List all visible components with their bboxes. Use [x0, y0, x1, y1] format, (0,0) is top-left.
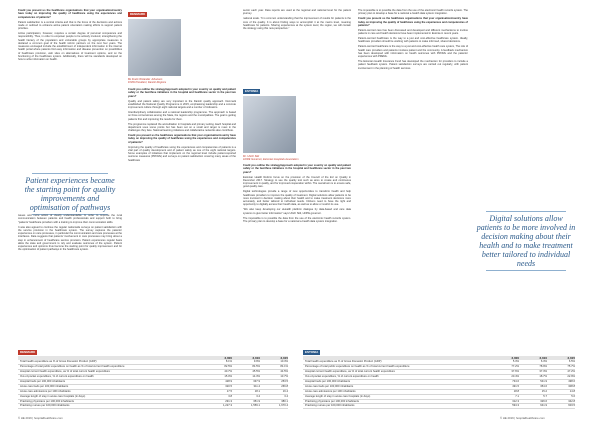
country-tag-denmark: DENMARK	[130, 12, 146, 16]
row-value: 354.6	[540, 384, 547, 388]
row-value: 3.4	[284, 394, 288, 398]
table-body	[303, 360, 575, 409]
row-label: Acute care beds per 100,000 inhabitants	[20, 384, 69, 388]
row-value: 82.5%	[224, 364, 232, 368]
row-value: 6.5%	[568, 360, 575, 363]
person-role: FOPA President, Danish Regions	[128, 81, 167, 85]
row-label: Hospital current health expenditure, as % of total current health expenditure	[305, 369, 395, 373]
row-value: 498.6	[568, 379, 575, 383]
row-label: Out-of-pocket expenditure, % of current expenditure on health	[305, 374, 379, 378]
row-value: 44.5%	[280, 369, 288, 373]
table-row	[18, 404, 288, 409]
question: Could you outline the strategy/approach adopted in your country on quality and patient safety or the two/three initiatives in the hospital and healthcare sector in the past two years?	[128, 88, 236, 98]
row-values	[204, 404, 288, 408]
row-value: 20.4%	[511, 374, 519, 378]
row-value: 641.9	[540, 404, 547, 408]
row-label: Practising nurses per 100,000 inhabitants	[305, 404, 355, 408]
divider	[486, 211, 566, 212]
footer-left: © HE 2019 | hospitalhealthcare.com	[18, 416, 63, 420]
paragraph: national scale. "It is common understanding that the improvement of results for patients is the core of the quality. It is about finding ways to accomplish it at the macro level, meaning healthcare for patients. Sharing experiences at the system level, the region, we will contain the strategy using this new perspective."	[243, 17, 351, 31]
footer-right: © HE 2019 | hospitalhealthcare.com	[500, 416, 545, 420]
row-values	[204, 360, 288, 364]
portrait-photo	[243, 96, 296, 153]
question: Could you outline the strategy/approach adopted in your country on quality and patient safety or the two/three initiatives in the hospital and healthcare sector in the past two years?	[243, 164, 351, 174]
row-value: 77.2%	[511, 364, 519, 368]
person-name: Mr. Ulrich Sild	[243, 155, 260, 158]
paragraph: Patient satisfaction is a central criteria and that is the focus of the decisions and actions made or outlined to enhance active patient orientation making efforts to support patient priorities.	[18, 20, 122, 31]
row-value: 78.9%	[539, 364, 547, 368]
row-value: 22.9%	[567, 374, 575, 378]
row-value: 1,559.1	[251, 404, 260, 408]
row-value: 320.5	[225, 384, 232, 388]
row-value: 491.5	[512, 384, 519, 388]
column-4	[358, 9, 468, 72]
row-value: 18.1	[254, 389, 260, 393]
row-values	[491, 375, 575, 379]
row-value: 1,227.3	[223, 404, 232, 408]
row-value: 594.3	[512, 404, 519, 408]
row-value: 428.9	[225, 379, 232, 383]
paragraph: The impossible is to possible the data from the use of the electronic health records system. The primary plan to develop a base for a national e-health data system integration.	[358, 9, 468, 16]
table-row	[303, 404, 575, 409]
row-value: 351.9	[253, 399, 260, 403]
column-1	[18, 9, 122, 63]
row-value: 75.7%	[567, 364, 575, 368]
paragraph: issues and more action of clearly understandable. In order to improve the rural communication between patients and health professionals and support both to bring "patients' healthcare providers with a training to improve their communication skills.	[18, 214, 122, 224]
row-label: Percentage of total public expenditure on health as % of total current health expenditure	[20, 364, 125, 368]
row-value: 312.3	[512, 399, 519, 403]
portrait-photo	[128, 19, 181, 76]
denmark-stats-table	[18, 350, 288, 409]
row-value: 47.2%	[567, 369, 575, 373]
row-label: Acute care beds per 100,000 inhabitants	[305, 384, 354, 388]
pull-quote	[22, 171, 118, 217]
row-label: Percentage of total public expenditure on health as % of total current health expenditure	[305, 364, 410, 368]
question: Could you present us the healthcare organisations that your organisation/country have today on improving the quality of healthcare using the experiences and competencies of patients?	[128, 134, 236, 144]
person-role: HOPE Governor, Estonian Hospitals Association	[243, 158, 299, 162]
row-values	[204, 365, 288, 369]
row-value: 3.8	[228, 394, 232, 398]
row-values	[491, 360, 575, 364]
row-value: 5.6	[571, 394, 575, 398]
column-2	[128, 88, 236, 164]
paragraph: The Estonian Health Insurance Fund has developed the mechanism for providers to include a patient feedback system. Patient satisfaction surveys are carried out regularly, with patient involvement in the planning of health services.	[358, 60, 468, 70]
row-label: Practising physicians per 100,000 inhabitants	[20, 399, 74, 403]
row-values	[491, 400, 575, 404]
paragraph: "We also keep developing our eHealth platform dialogue by data-based and care data systems to give better information" says Ulrich Sild, HOPE governor.	[243, 208, 351, 215]
row-label: Acute care admissions per 100 inhabitants	[305, 389, 356, 393]
row-values	[204, 380, 288, 384]
paragraph: Interdisciplinary collaboration and a national leadership programme. The approach is based on three cornerstones among the State, the regions and the municipalities. The goal is getting patients first and improving the results for them.	[128, 111, 236, 121]
row-values	[491, 385, 575, 389]
row-values	[491, 370, 575, 374]
table-tag-denmark: DENMARK	[20, 350, 36, 354]
row-values	[491, 365, 575, 369]
table-body	[18, 360, 288, 409]
divider	[486, 270, 566, 271]
row-values	[491, 404, 575, 408]
paragraph: It was also agreed to continue the regular nationwide surveys on patient satisfaction with the service provision in the healthcare system. The survey captures the patients' experiences on care processes, in particular the communication and care processes at the interfaces. Data suggests that patients' involvement in care processes may bring about a step in enhancement of healthcare service provision. Patient experiences regular basis allow the state and government to rely and evaluate outcomes of the system. Patient experiences and opinions thus become the starting point for quality improvement and for the optimisation of patient pathways in the healthcare system.	[18, 225, 122, 252]
row-label: Out-of-pocket expenditure, % of current expenditure on health	[20, 374, 94, 378]
row-value: 7.1	[515, 394, 519, 398]
row-values	[204, 390, 288, 394]
paragraph: sector each year. Data reports are used at the regional and national level for the patient journey.	[243, 9, 351, 16]
pull-quote	[476, 209, 576, 273]
row-value: 311.4	[253, 384, 260, 388]
row-values	[491, 380, 575, 384]
row-value: 342.8	[568, 399, 575, 403]
row-label: Total health expenditure as % of Gross Domestic Product (GDP)	[305, 360, 382, 363]
row-label: Practising nurses per 100,000 inhabitants	[20, 404, 70, 408]
row-value: 8.1%	[225, 360, 232, 363]
photo-caption	[128, 78, 228, 84]
paragraph: Estonian Health Reform focus on the provision of the Council of the EU on Quality in December 2017. Strategy to see the quality tool such as aims to create and continuous improvement in quality, and for improved cooperation within. The overall aim is to ensure safe, good quality care.	[243, 175, 351, 189]
paragraph: Patient-centred healthcare is the way to a just and cost-effective health care system, The role of health care providers and patients involves patient and the community. A feedback mechanism has been developed with information on health outcomes with PROMs and the patients' experiences with PREMs.	[358, 45, 468, 59]
row-values	[491, 390, 575, 394]
paragraph: Quality and patient safety are very important to the Danish quality approach. Denmark established the National Quality Programme in 2015, emphasising leadership and a concrete improvement culture through eight national targets and a number of indicators.	[128, 99, 236, 110]
row-value: 1,670.4	[279, 404, 288, 408]
row-value: 308.8	[568, 384, 575, 388]
row-value: 337.9	[253, 379, 260, 383]
year: 2,000	[224, 356, 232, 360]
paragraph: Improving the quality of healthcare using the experiences and competencies of patients is a vital part of quality development and of patient safety as one of the eight national targets. Some examples of initiatives that implement on the regional level include patient-reported outcome measures (PROMs) and surveys on patient satisfaction covering many areas of the healthcare	[128, 145, 236, 162]
question: Could you present us the healthcare organisations that your organisation/country have today on improving the quality of healthcare using the experiences and competencies of patients?	[18, 9, 122, 19]
year: 2,010	[252, 356, 260, 360]
pull-quote-text: Patient experiences became the starting point for quality improvements and optimisation of pathways	[24, 175, 116, 212]
row-values	[204, 370, 288, 374]
row-values	[204, 385, 288, 389]
row-value: 37.6%	[511, 369, 519, 373]
row-value: 13.7%	[280, 374, 288, 378]
row-value: 17.5	[226, 389, 232, 393]
row-value: 84.1%	[280, 364, 288, 368]
row-value: 380.1	[281, 399, 288, 403]
person-name: Bo Frank Wolander Johansen	[128, 78, 163, 81]
year: 2,010	[539, 356, 547, 360]
row-value: 14.3%	[252, 374, 260, 378]
paragraph: Digital technologies provide a range of new opportunities to transform health and help healthcare providers to improve the quality of treatment. Digital solutions allow patients to be more involved in decision making about their health and to make treatment decisions more accurately, and better tailored to individual needs. Citizens need to have the right and opportunity to digitally access their health data, as well as to allow or restrict its use.	[243, 190, 351, 207]
row-label: Hospital current health expenditure, as % of total current health expenditure	[20, 369, 110, 373]
row-value: 15.2	[541, 389, 547, 393]
row-value: 84.5%	[252, 364, 260, 368]
paragraph: Active participation, however, requires a certain degree of personal competence and responsibility. Thus, in order to empower people to be actively involved, strengthening the health literacy of the population and vulnerable groups by appropriate measures is declared a common goal of the health reform partners on the next four years. The measures envisaged include the establishment of independent information in the internet health portal where patients find easy information and disease prevention on possibilities of healthcare provision, web sites on alternatives of treatment options, and on the functioning of the healthcare system. Additionally, there will be standards developed on how to write information on health.	[18, 32, 122, 62]
row-value: 37.3%	[539, 369, 547, 373]
estonia-stats-table	[303, 350, 575, 409]
row-label: Total health expenditure as % of Gross Domestic Product (GDP)	[20, 360, 97, 363]
row-value: 15.0%	[224, 374, 232, 378]
row-value: 3.4	[256, 394, 260, 398]
row-value: 6.3%	[540, 360, 547, 363]
question: Could you present us the healthcare organisations that your organisation/country have today on improving the quality of healthcare using the experiences and competencies of patients?	[358, 17, 468, 27]
row-label: Practising physicians per 100,000 inhabitants	[305, 399, 359, 403]
row-value: 5.3%	[512, 360, 519, 363]
row-values	[204, 375, 288, 379]
row-value: 253.5	[281, 379, 288, 383]
row-value: 45.5%	[252, 369, 260, 373]
photo-caption	[243, 155, 351, 161]
row-value: 5.7	[543, 394, 547, 398]
row-label: Hospital beds per 100,000 inhabitants	[20, 379, 66, 383]
row-label: Average length of stay in acute care hospitals (in days)	[305, 394, 371, 398]
pull-quote-text: Digital solutions allow patients to be more involved in decision making about their health and to make treatment better tailored to individual needs	[476, 213, 576, 268]
paragraph: Patient-centred healthcare is the way to a just and cost-effective healthcare system. Ideally, healthcare providers should be working with patients to make informed, shared decisions.	[358, 37, 468, 44]
row-value: 603.5	[568, 404, 575, 408]
column-3-lower	[243, 164, 351, 225]
year: 2,000	[511, 356, 519, 360]
row-value: 10.3%	[280, 360, 288, 363]
row-value: 14.8	[569, 389, 575, 393]
row-value: 541.9	[540, 379, 547, 383]
country-tag-estonia: ESTONIA	[245, 89, 259, 93]
row-label: Hospital beds per 100,000 inhabitants	[305, 379, 351, 383]
column-3	[243, 9, 351, 32]
row-value: 9.9%	[253, 360, 260, 363]
table-tag-estonia: ESTONIA	[305, 350, 319, 354]
row-values	[204, 400, 288, 404]
row-value: 40.7%	[224, 369, 232, 373]
paragraph: The impossible is to possible the data from the use of the electronic health records system. The primary plan to develop a base for a national e-health data system integration.	[243, 216, 351, 223]
paragraph: The programme replaced the accreditation in hospitals and primary setting. Each hospital and department uses some points but has been set on a small and target is meet in the challenges they face. National learning initiatives and collaborative networks also contribute.	[128, 122, 236, 133]
row-label: Average length of stay in acute care hospitals (in days)	[20, 394, 86, 398]
row-value: 326.6	[540, 399, 547, 403]
row-value: 18.8	[513, 389, 519, 393]
divider	[32, 173, 108, 174]
year: 2,015	[280, 356, 288, 360]
paragraph: Patient-centred care has been discussed and developed and different mechanisms to involve patients in care and health decisions have been implemented in Estonia in recent years.	[358, 28, 468, 36]
row-value: 291.3	[225, 399, 232, 403]
row-value: 734.6	[512, 379, 519, 383]
row-value: 266.8	[281, 384, 288, 388]
column-1-lower	[18, 214, 122, 253]
row-values	[204, 395, 288, 399]
row-value: 16.4	[282, 389, 288, 393]
row-value: 18.7%	[539, 374, 547, 378]
row-values	[491, 395, 575, 399]
year: 2,015	[567, 356, 575, 360]
row-label: Acute care admissions per 100 inhabitants	[20, 389, 71, 393]
